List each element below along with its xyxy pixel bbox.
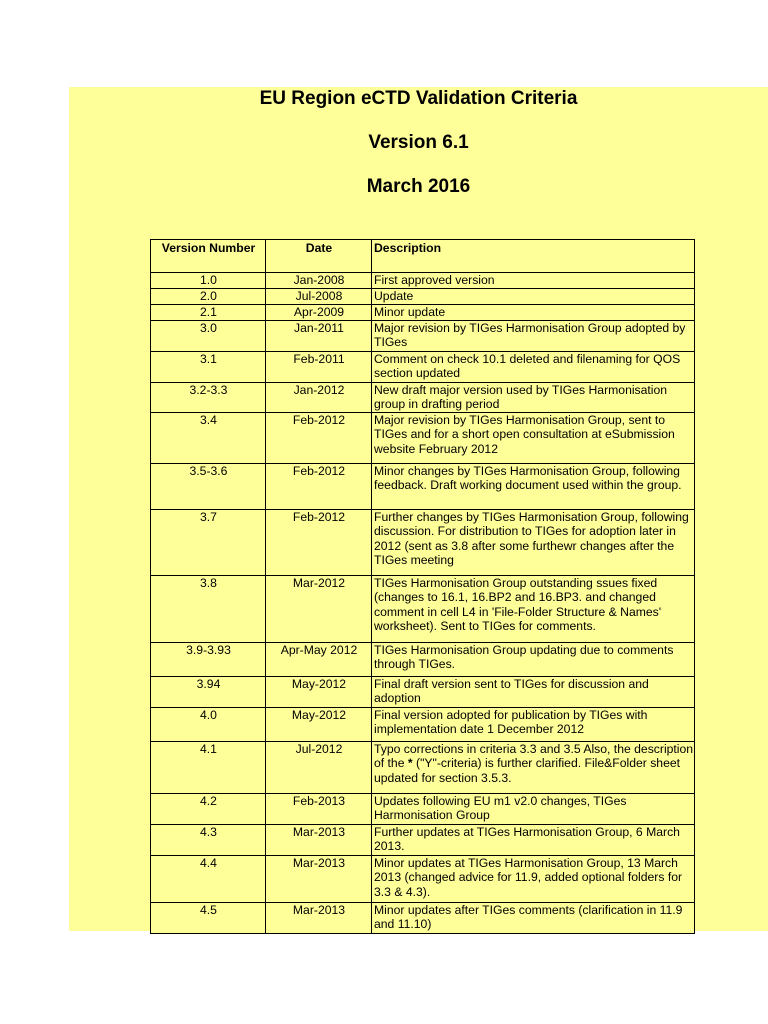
table-row	[151, 273, 695, 289]
table-row	[151, 793, 695, 824]
date-cell: Feb-2012	[266, 412, 372, 463]
version-cell: 2.1	[151, 305, 266, 321]
version-cell: 4.4	[151, 855, 266, 902]
date-cell: Mar-2012	[266, 575, 372, 642]
description-cell: Final draft version sent to TIGes for discussion and adoption	[372, 676, 695, 707]
description-cell: Major revision by TIGes Harmonisation Group, sent to TIGes and for a short open consultation at eSubmission website February 2012	[372, 412, 695, 463]
table-row	[151, 289, 695, 305]
column-header-date: Date	[266, 240, 372, 273]
description-cell: Minor changes by TIGes Harmonisation Group, following feedback. Draft working document used within the group.	[372, 463, 695, 509]
description-cell: First approved version	[372, 273, 695, 289]
version-cell: 3.2-3.3	[151, 382, 266, 412]
column-header-version: Version Number	[151, 240, 266, 273]
description-cell: Updates following EU m1 v2.0 changes, TIGes Harmonisation Group	[372, 793, 695, 824]
version-cell: 3.8	[151, 575, 266, 642]
version-cell: 4.1	[151, 741, 266, 793]
table-row	[151, 575, 695, 642]
description-cell: Minor update	[372, 305, 695, 321]
description-cell: Further changes by TIGes Harmonisation Group, following discussion. For distribution to TIGes for adoption later in 2012 (sent as 3.8 after some furthewr changes after the TIGes meeting	[372, 509, 695, 575]
description-text-start: Typo corrections in criteria 3.3 and 3.5 Also, the description of the	[374, 741, 694, 770]
description-text-end: ("Y"-criteria) is further clarified. File&Folder sheet updated for section 3.5.3.	[374, 756, 681, 785]
table-row	[151, 642, 695, 676]
date-cell: May-2012	[266, 707, 372, 741]
table-row	[151, 412, 695, 463]
table-row	[151, 676, 695, 707]
version-cell: 3.9-3.93	[151, 642, 266, 676]
description-cell: Further updates at TIGes Harmonisation Group, 6 March 2013.	[372, 824, 695, 855]
description-cell	[372, 741, 695, 793]
table-row	[151, 855, 695, 902]
date-cell: Mar-2013	[266, 902, 372, 933]
version-cell: 3.1	[151, 351, 266, 382]
document-version: Version 6.1	[368, 132, 469, 153]
version-cell: 3.94	[151, 676, 266, 707]
date-cell: Feb-2012	[266, 463, 372, 509]
table-row	[151, 824, 695, 855]
description-cell: TIGes Harmonisation Group updating due to comments through TIGes.	[372, 642, 695, 676]
version-cell: 4.2	[151, 793, 266, 824]
date-cell: Jan-2012	[266, 382, 372, 412]
description-cell: Major revision by TIGes Harmonisation Group adopted by TIGes	[372, 320, 695, 351]
version-cell: 4.3	[151, 824, 266, 855]
table-row	[151, 463, 695, 509]
version-cell: 3.0	[151, 320, 266, 351]
date-cell: May-2012	[266, 676, 372, 707]
version-history-table	[150, 239, 695, 934]
description-cell: Update	[372, 289, 695, 305]
version-cell: 1.0	[151, 273, 266, 289]
asterisk-marker: *	[407, 756, 413, 770]
date-cell: Jan-2008	[266, 273, 372, 289]
table-row	[151, 509, 695, 575]
table-row	[151, 320, 695, 351]
description-cell: Comment on check 10.1 deleted and filenaming for QOS section updated	[372, 351, 695, 382]
date-cell: Apr-May 2012	[266, 642, 372, 676]
column-header-description: Description	[372, 240, 695, 273]
document-date: March 2016	[366, 176, 471, 197]
table-header-row	[151, 240, 695, 273]
version-cell: 4.0	[151, 707, 266, 741]
table-row	[151, 305, 695, 321]
version-cell: 2.0	[151, 289, 266, 305]
description-cell: Minor updates at TIGes Harmonisation Group, 13 March 2013 (changed advice for 11.9, added optional folders for 3.3 & 4.3).	[372, 855, 695, 902]
date-cell: Jan-2011	[266, 320, 372, 351]
table-row	[151, 707, 695, 741]
description-cell: Final version adopted for publication by TIGes with implementation date 1 December 2012	[372, 707, 695, 741]
date-cell: Feb-2012	[266, 509, 372, 575]
version-cell: 3.7	[151, 509, 266, 575]
table-row	[151, 741, 695, 793]
table-row	[151, 351, 695, 382]
date-cell: Jul-2008	[266, 289, 372, 305]
table-row	[151, 902, 695, 933]
description-cell: Minor updates after TIGes comments (clarification in 11.9 and 11.10)	[372, 902, 695, 933]
date-cell: Feb-2011	[266, 351, 372, 382]
description-cell: TIGes Harmonisation Group outstanding ssues fixed (changes to 16.1, 16.BP2 and 16.BP3. and changed comment in cell L4 in 'File-Folder Structure & Names' worksheet). Sent to TIGes for comments.	[372, 575, 695, 642]
version-cell: 3.4	[151, 412, 266, 463]
table-row	[151, 382, 695, 412]
version-cell: 3.5-3.6	[151, 463, 266, 509]
date-cell: Mar-2013	[266, 855, 372, 902]
description-cell: New draft major version used by TIGes Harmonisation group in drafting period	[372, 382, 695, 412]
date-cell: Jul-2012	[266, 741, 372, 793]
date-cell: Mar-2013	[266, 824, 372, 855]
date-cell: Feb-2013	[266, 793, 372, 824]
date-cell: Apr-2009	[266, 305, 372, 321]
document-title: EU Region eCTD Validation Criteria	[259, 88, 578, 109]
version-cell: 4.5	[151, 902, 266, 933]
